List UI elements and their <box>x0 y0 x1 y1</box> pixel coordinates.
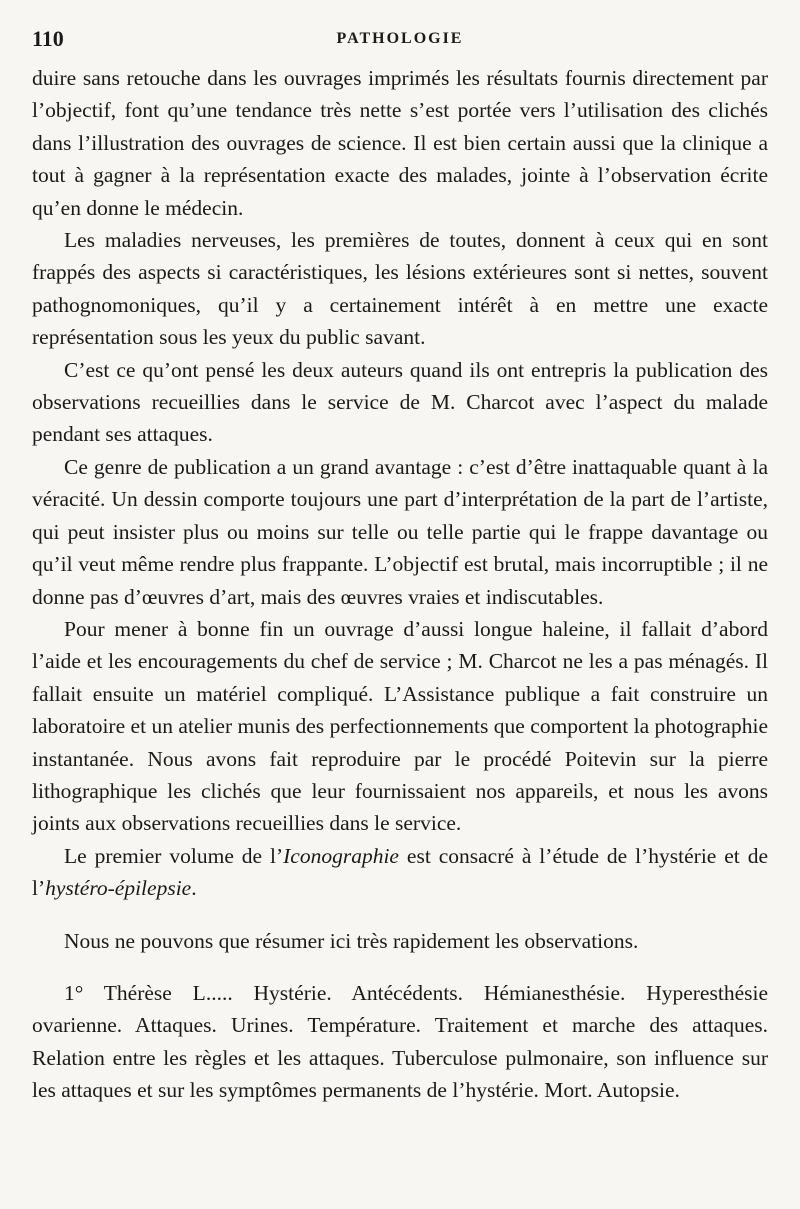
paragraph-continuation: duire sans retouche dans les ouvrages imprimés les résultats fournis directement par l’objectif, font qu’une tendance très nette s’est portée vers l’utilisation des clichés dans l’illustration des ouvrages de science. Il est bien certain aussi que la clinique a tout à gagner à la représentation exacte des malades, jointe à l’observation écrite qu’en donne le médecin. <box>32 66 768 220</box>
term-hystero-epilepsie: hystéro-épilepsie <box>45 876 192 901</box>
paragraph: Nous ne pouvons que résumer ici très rapidement les observations. <box>64 928 639 953</box>
body-text <box>32 62 768 1107</box>
book-title-iconographie: Iconographie <box>283 843 399 868</box>
paragraph: Ce genre de publication a un grand avantage : c’est d’être inattaquable quant à la véracité. Un dessin comporte toujours une part d’interprétation de la part de l’artiste, qui peut insister plus ou moins sur telle ou telle partie qui le frappe davantage ou qu’il veut même rendre plus frappante. L’objectif est brutal, mais incorruptible ; il ne donne pas d’œuvres d’art, mais des œuvres vraies et indiscutables. <box>32 454 768 609</box>
observation-entry: 1° Thérèse L..... Hystérie. Antécédents. Hémianesthésie. Hyperesthésie ovarienne. Attaques. Urines. Température. Traitement et marche des attaques. Relation entre les règles et les attaques. Tuberculose pulmonaire, son influence sur les attaques et sur les symptômes permanents de l’hystérie. Mort. Autopsie. <box>32 980 768 1103</box>
paragraph: Pour mener à bonne fin un ouvrage d’aussi longue haleine, il fallait d’abord l’aide et les encouragements du chef de service ; M. Charcot ne les a pas ménagés. Il fallait ensuite un matériel compliqué. L’Assistance publique a fait construire un laboratoire et un atelier munis des perfectionnements que comportent la photographie instantanée. Nous avons fait reproduire par le procédé Poitevin sur la pierre lithographique les clichés que leur fournissaient nos appareils, et nous les avons joints aux observations recueillies dans le service. <box>32 616 768 836</box>
page-header <box>32 26 768 50</box>
text-run: . <box>191 876 197 901</box>
page-number: 110 <box>32 26 64 51</box>
paragraph: Les maladies nerveuses, les premières de toutes, donnent à ceux qui en sont frappés des aspects si caractéristiques, les lésions extérieures sont si nettes, souvent pathognomoniques, qu’il y a certainement intérêt à en mettre une exacte représentation sous les yeux du public savant. <box>32 228 768 350</box>
running-head: PATHOLOGIE <box>336 30 464 47</box>
text-run: est consacré à l’étude de l’hystérie et de l’ <box>32 843 768 901</box>
paragraph-iconographie <box>32 840 768 905</box>
paragraph: C’est ce qu’ont pensé les deux auteurs quand ils ont entrepris la publication des observations recueillies dans le service de M. Charcot avec l’aspect du malade pendant ses attaques. <box>32 357 768 447</box>
text-run: Le premier volume de l’ <box>64 843 284 868</box>
